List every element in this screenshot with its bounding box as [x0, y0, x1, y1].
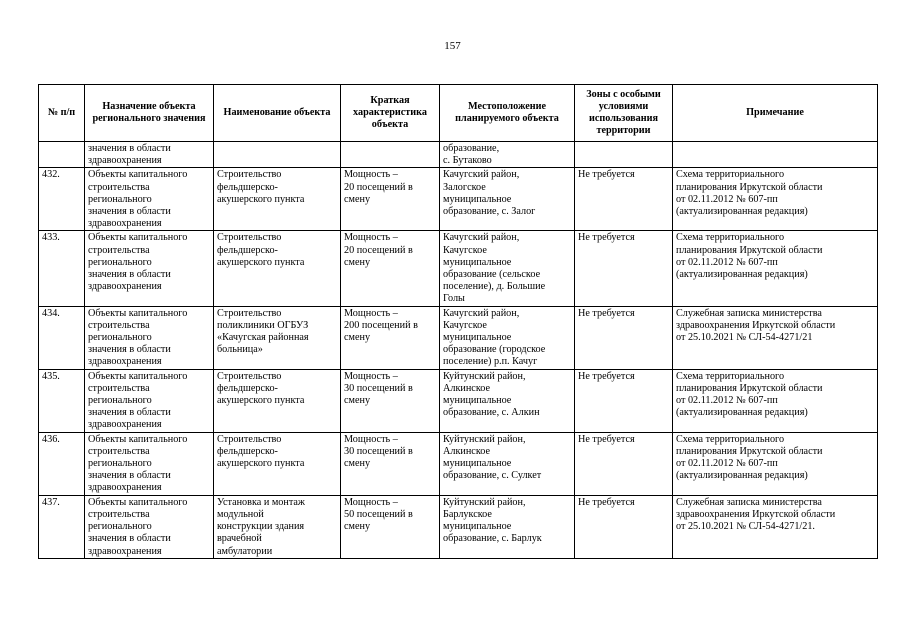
row-zones-cell: [575, 231, 673, 306]
row-note: Служебная записка министерства здравоохранения Иркутской области от 25.10.2021 № СЛ-54-4271/21: [676, 307, 836, 344]
header-zones: Зоны с особыми условиями использования территории: [575, 85, 673, 142]
row-purpose: Объекты капитального строительства регионального значения в области здравоохранения: [88, 496, 188, 557]
row-number: 435.: [42, 370, 60, 382]
row-object-name-cell: [214, 142, 341, 168]
row-object-name: Строительство фельдшерско- акушерского пункта: [217, 433, 305, 470]
row-location: Куйтунский район, Барлукское муниципальное образование, с. Барлук: [443, 496, 542, 545]
page-number: 157: [444, 40, 461, 52]
row-location: Качугский район, Качугское муниципальное образование (городское поселение) р.п. Качуг: [443, 307, 546, 368]
table-row: [39, 142, 878, 168]
row-location: Качугский район, Качугское муниципальное образование (сельское поселение), д. Большие Голы: [443, 232, 546, 305]
header-location: Местоположение планируемого объекта: [440, 85, 575, 142]
table-row: [39, 231, 878, 306]
row-characteristic-cell: [341, 495, 440, 558]
row-number-cell: [39, 306, 85, 369]
row-object-name: Строительство фельдшерско- акушерского пункта: [217, 232, 305, 268]
row-location-cell: [440, 369, 575, 432]
row-zones: Не требуется: [578, 307, 635, 319]
row-characteristic: Мощность – 50 посещений в смену: [344, 496, 413, 533]
row-zones-cell: [575, 306, 673, 369]
row-location-cell: [440, 306, 575, 369]
table-row: [39, 495, 878, 558]
row-object-name: Установка и монтаж модульной конструкции здания врачебной амбулатории: [217, 496, 305, 557]
row-object-name: Строительство фельдшерско- акушерского пункта: [217, 169, 305, 205]
row-location: образование, с. Бутаково: [443, 143, 500, 167]
row-characteristic: Мощность – 20 посещений в смену: [344, 169, 413, 205]
row-object-name-cell: [214, 369, 341, 432]
row-number-cell: [39, 369, 85, 432]
row-object-name-cell: [214, 231, 341, 306]
row-number: 434.: [42, 307, 60, 319]
row-note-cell: [673, 142, 878, 168]
row-zones-cell: [575, 495, 673, 558]
row-note: Схема территориального планирования Иркутской области от 02.11.2012 № 607-пп (актуализированная редакция): [676, 433, 823, 482]
row-characteristic-cell: [341, 432, 440, 495]
row-note-cell: [673, 231, 878, 306]
header-number: № п/п: [39, 85, 85, 142]
row-number-cell: [39, 495, 85, 558]
row-purpose-cell: [85, 231, 214, 306]
row-characteristic-cell: [341, 168, 440, 231]
row-characteristic: Мощность – 30 посещений в смену: [344, 370, 413, 407]
row-characteristic-cell: [341, 142, 440, 168]
row-number-cell: [39, 231, 85, 306]
row-purpose: значения в области здравоохранения: [88, 143, 171, 167]
table-body: [39, 142, 878, 559]
row-purpose-cell: [85, 369, 214, 432]
row-zones: Не требуется: [578, 370, 635, 382]
row-purpose: Объекты капитального строительства регионального значения в области здравоохранения: [88, 433, 188, 494]
header-note: Примечание: [673, 85, 878, 142]
row-location-cell: [440, 168, 575, 231]
row-zones-cell: [575, 168, 673, 231]
row-location-cell: [440, 432, 575, 495]
row-note: Схема территориального планирования Иркутской области от 02.11.2012 № 607-пп (актуализированная редакция): [676, 232, 823, 281]
row-number: 433.: [42, 232, 60, 244]
row-purpose-cell: [85, 142, 214, 168]
row-object-name-cell: [214, 495, 341, 558]
row-characteristic-cell: [341, 369, 440, 432]
row-note-cell: [673, 168, 878, 231]
table-header-row: [39, 85, 878, 142]
row-purpose-cell: [85, 306, 214, 369]
row-characteristic: Мощность – 200 посещений в смену: [344, 307, 418, 344]
row-location-cell: [440, 495, 575, 558]
row-zones-cell: [575, 369, 673, 432]
row-note-cell: [673, 369, 878, 432]
row-object-name-cell: [214, 432, 341, 495]
row-number-cell: [39, 168, 85, 231]
row-purpose: Объекты капитального строительства регионального значения в области здравоохранения: [88, 307, 188, 368]
header-characteristic: Краткая характеристика объекта: [341, 85, 440, 142]
row-object-name-cell: [214, 306, 341, 369]
table-row: [39, 432, 878, 495]
row-location-cell: [440, 142, 575, 168]
row-purpose: Объекты капитального строительства регионального значения в области здравоохранения: [88, 169, 188, 230]
row-zones-cell: [575, 142, 673, 168]
row-note: Схема территориального планирования Иркутской области от 02.11.2012 № 607-пп (актуализированная редакция): [676, 169, 823, 218]
header-name: Наименование объекта: [214, 85, 341, 142]
row-note: Служебная записка министерства здравоохранения Иркутской области от 25.10.2021 № СЛ-54-4271/21.: [676, 496, 836, 533]
row-location-cell: [440, 231, 575, 306]
row-purpose-cell: [85, 495, 214, 558]
row-zones: Не требуется: [578, 232, 635, 244]
row-zones: Не требуется: [578, 433, 635, 445]
table-row: [39, 168, 878, 231]
row-location: Качугский район, Залогское муниципальное образование, с. Залог: [443, 169, 536, 218]
row-characteristic: Мощность – 20 посещений в смену: [344, 232, 413, 268]
row-note: Схема территориального планирования Иркутской области от 02.11.2012 № 607-пп (актуализированная редакция): [676, 370, 823, 419]
row-purpose: Объекты капитального строительства регионального значения в области здравоохранения: [88, 232, 188, 293]
row-number: 432.: [42, 169, 60, 181]
row-note-cell: [673, 306, 878, 369]
objects-table: [38, 84, 878, 559]
row-number-cell: [39, 142, 85, 168]
row-object-name: Строительство фельдшерско- акушерского пункта: [217, 370, 305, 407]
row-object-name: Строительство поликлиники ОГБУЗ «Качугская районная больница»: [217, 307, 309, 356]
row-note-cell: [673, 432, 878, 495]
row-purpose-cell: [85, 432, 214, 495]
row-purpose-cell: [85, 168, 214, 231]
row-characteristic-cell: [341, 306, 440, 369]
row-zones: Не требуется: [578, 496, 635, 508]
row-number: 437.: [42, 496, 60, 508]
row-location: Куйтунский район, Алкинское муниципальное образование, с. Алкин: [443, 370, 540, 419]
row-note-cell: [673, 495, 878, 558]
row-characteristic: Мощность – 30 посещений в смену: [344, 433, 413, 470]
row-location: Куйтунский район, Алкинское муниципальное образование, с. Сулкет: [443, 433, 542, 482]
row-object-name-cell: [214, 168, 341, 231]
row-characteristic-cell: [341, 231, 440, 306]
row-number: 436.: [42, 433, 60, 445]
table-row: [39, 369, 878, 432]
row-purpose: Объекты капитального строительства регионального значения в области здравоохранения: [88, 370, 188, 431]
table-row: [39, 306, 878, 369]
row-number-cell: [39, 432, 85, 495]
row-zones: Не требуется: [578, 169, 635, 181]
header-purpose: Назначение объекта регионального значения: [85, 85, 214, 142]
row-zones-cell: [575, 432, 673, 495]
